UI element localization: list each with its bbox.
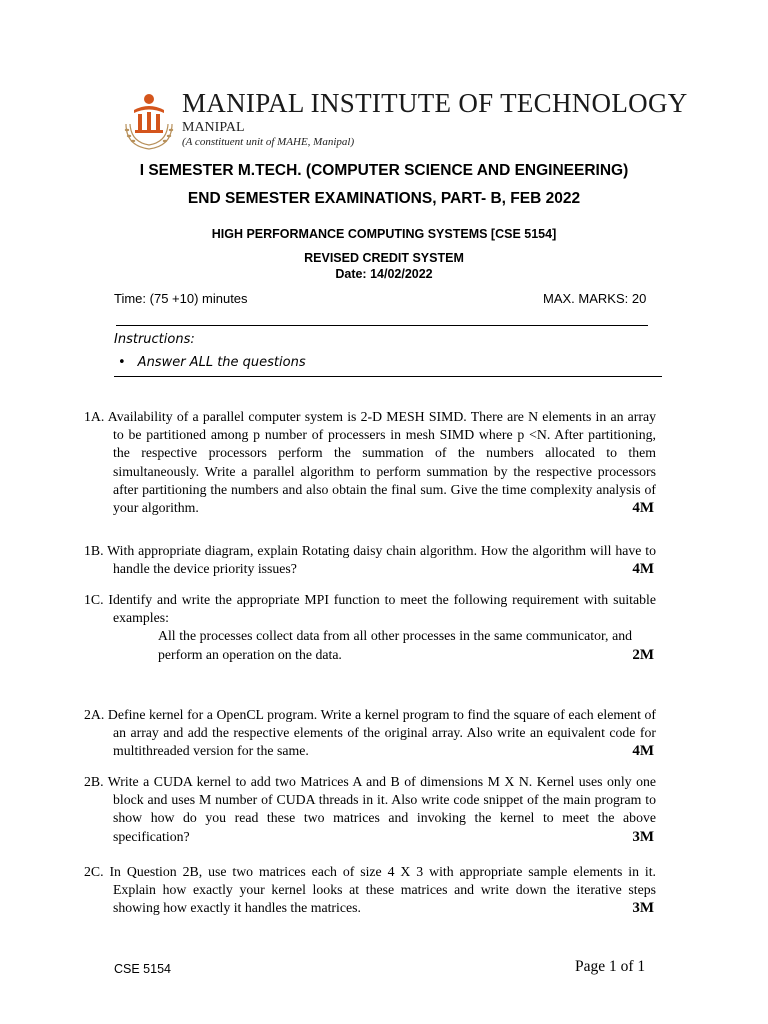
instruction-item xyxy=(118,355,306,370)
question-1b xyxy=(84,542,656,578)
divider-line xyxy=(114,376,662,377)
question-2b xyxy=(84,773,656,846)
course-heading: HIGH PERFORMANCE COMPUTING SYSTEMS [CSE 5154] xyxy=(211,227,557,241)
exam-date: Date: 14/02/2022 xyxy=(335,267,433,281)
instructions-title: Instructions: xyxy=(114,332,195,347)
divider-line xyxy=(116,325,648,326)
question-text: 1B. With appropriate diagram, explain Rotating daisy chain algorithm. How the algorithm will have to handle the device priority issues? xyxy=(84,543,656,577)
question-text: 1C. Identify and write the appropriate MPI function to meet the following requirement with suitable examples: xyxy=(84,592,656,626)
question-text: 2C. In Question 2B, use two matrices each of size 4 X 3 with appropriate sample elements in it. Explain how exactly your kernel looks at these matrices and write down the iterative steps showing how exactly it handles the matrices. xyxy=(84,864,656,916)
question-2a xyxy=(84,706,656,761)
semester-heading: I SEMESTER M.TECH. (COMPUTER SCIENCE AND ENGINEERING) xyxy=(139,162,629,179)
exam-heading: END SEMESTER EXAMINATIONS, PART- B, FEB 2022 xyxy=(187,190,581,207)
institute-constituent: (A constituent unit of MAHE, Manipal) xyxy=(182,136,355,148)
question-marks: 2M xyxy=(632,646,654,663)
question-text: 2B. Write a CUDA kernel to add two Matrices A and B of dimensions M X N. Kernel uses only one block and uses M number of CUDA threads in it. Also write code snippet of the main program to show how do you read these two matrices and invoking the kernel to meet the above specification? xyxy=(84,774,656,844)
page-number: Page 1 of 1 xyxy=(575,958,646,975)
exam-time: Time: (75 +10) minutes xyxy=(114,291,248,306)
question-marks: 4M xyxy=(632,500,654,517)
question-1a xyxy=(84,408,656,517)
max-marks: MAX. MARKS: 20 xyxy=(543,291,647,306)
question-2c xyxy=(84,863,656,918)
instruction-text: Answer ALL the questions xyxy=(137,355,306,370)
credit-system-heading: REVISED CREDIT SYSTEM xyxy=(304,251,464,265)
institute-name: MANIPAL INSTITUTE OF TECHNOLOGY xyxy=(182,88,688,118)
question-marks: 3M xyxy=(632,900,654,917)
institute-city: MANIPAL xyxy=(182,120,245,135)
footer-course-code: CSE 5154 xyxy=(114,962,171,976)
question-text: 1A. Availability of a parallel computer system is 2-D MESH SIMD. There are N elements in an array to be partitioned among p number of processers in mesh SIMD where p <N. After partitioning, the respective processors perform the summation of the numbers allocated to them simultaneously. Write a parallel algorithm to perform summation by the respective processors after partitioning the numbers and also obtain the final sum. Give the time complexity analysis of your algorithm. xyxy=(84,409,656,516)
question-1c xyxy=(84,591,656,664)
institute-logo-icon xyxy=(120,90,178,152)
question-marks: 4M xyxy=(632,561,654,578)
question-text: 2A. Define kernel for a OpenCL program. Write a kernel program to find the square of each element of an array and add the respective elements of the original array. Also write an equivalent code for multithreaded version for the same. xyxy=(84,707,656,759)
question-marks: 3M xyxy=(632,828,654,845)
question-marks: 4M xyxy=(632,743,654,760)
bullet-icon: • xyxy=(118,355,126,370)
question-subtext: All the processes collect data from all other processes in the same communicator, and perform an operation on the data. xyxy=(158,628,632,662)
